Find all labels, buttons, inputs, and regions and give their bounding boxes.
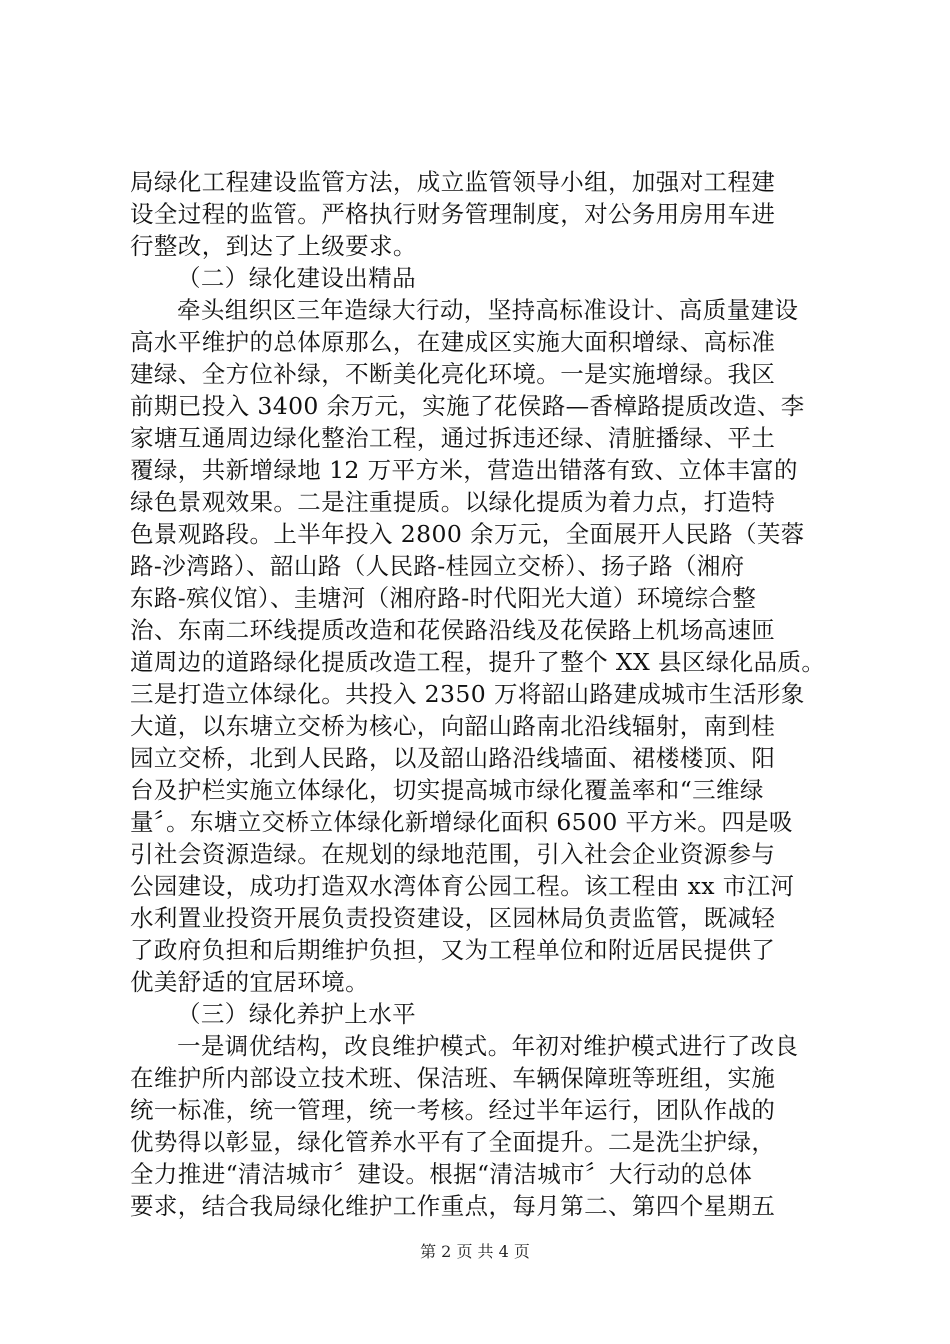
text-line: 高水平维护的总体原那么，在建成区实施大面积增绿、高标准 bbox=[130, 328, 776, 356]
text-line: 全力推进“清洁城市〞建设。根据“清洁城市〞大行动的总体 bbox=[130, 1160, 753, 1188]
text-line: 优美舒适的宜居环境。 bbox=[130, 968, 369, 996]
text-line: 大道，以东塘立交桥为核心，向韶山路南北沿线辐射，南到桂 bbox=[130, 712, 776, 740]
text-line: 牵头组织区三年造绿大行动，坚持高标准设计、高质量建设 bbox=[177, 296, 799, 324]
text-line: 要求，结合我局绿化维护工作重点，每月第二、第四个星期五 bbox=[130, 1192, 776, 1220]
text-line: 家塘互通周边绿化整治工程，通过拆违还绿、清脏播绿、平土 bbox=[130, 424, 776, 452]
section-heading: （三）绿化养护上水平 bbox=[177, 1000, 416, 1028]
page-number-footer: 第 2 页 共 4 页 bbox=[420, 1242, 530, 1261]
section-heading: （二）绿化建设出精品 bbox=[177, 264, 416, 292]
text-line: 色景观路段。上半年投入 2800 余万元，全面展开人民路（芙蓉 bbox=[130, 520, 805, 548]
text-line: 绿色景观效果。二是注重提质。以绿化提质为着力点，打造特 bbox=[130, 488, 776, 516]
text-line: 三是打造立体绿化。共投入 2350 万将韶山路建成城市生活形象 bbox=[130, 680, 805, 708]
text-line: 量〞。东塘立交桥立体绿化新增绿化面积 6500 平方米。四是吸 bbox=[130, 808, 793, 836]
text-line: 路-沙湾路）、韶山路（人民路-桂园立交桥）、扬子路（湘府 bbox=[130, 552, 745, 580]
text-line: 治、东南二环线提质改造和花侯路沿线及花侯路上机场高速匝 bbox=[130, 616, 776, 644]
text-line: 一是调优结构，改良维护模式。年初对维护模式进行了改良 bbox=[177, 1032, 799, 1060]
text-line: 公园建设，成功打造双水湾体育公园工程。该工程由 xx 市江河 bbox=[130, 872, 795, 900]
text-line: 覆绿，共新增绿地 12 万平方米，营造出错落有致、立体丰富的 bbox=[130, 456, 798, 484]
body-text bbox=[130, 166, 830, 1222]
text-line: 优势得以彰显，绿化管养水平有了全面提升。二是洗尘护绿， bbox=[130, 1128, 776, 1156]
text-line: 水利置业投资开展负责投资建设，区园林局负责监管，既减轻 bbox=[130, 904, 776, 932]
text-line: 局绿化工程建设监管方法，成立监管领导小组，加强对工程建 bbox=[130, 168, 776, 196]
text-line: 道周边的道路绿化提质改造工程，提升了整个 XX 县区绿化品质。 bbox=[130, 648, 826, 676]
text-line: 园立交桥，北到人民路，以及韶山路沿线墙面、裙楼楼顶、阳 bbox=[130, 744, 776, 772]
text-line: 行整改，到达了上级要求。 bbox=[130, 232, 417, 260]
text-line: 建绿、全方位补绿，不断美化亮化环境。一是实施增绿。我区 bbox=[130, 360, 776, 388]
text-line: 了政府负担和后期维护负担，又为工程单位和附近居民提供了 bbox=[130, 936, 776, 964]
text-line: 在维护所内部设立技术班、保洁班、车辆保障班等班组，实施 bbox=[130, 1064, 776, 1092]
text-line: 引社会资源造绿。在规划的绿地范围，引入社会企业资源参与 bbox=[130, 840, 776, 868]
text-line: 设全过程的监管。严格执行财务管理制度，对公务用房用车进 bbox=[130, 200, 776, 228]
text-line: 台及护栏实施立体绿化，切实提高城市绿化覆盖率和“三维绿 bbox=[130, 776, 764, 804]
text-line: 前期已投入 3400 余万元，实施了花侯路—香樟路提质改造、李 bbox=[130, 392, 805, 420]
text-line: 东路-殡仪馆）、圭塘河（湘府路-时代阳光大道）环境综合整 bbox=[130, 584, 757, 612]
text-line: 统一标准，统一管理，统一考核。经过半年运行，团队作战的 bbox=[130, 1096, 776, 1124]
